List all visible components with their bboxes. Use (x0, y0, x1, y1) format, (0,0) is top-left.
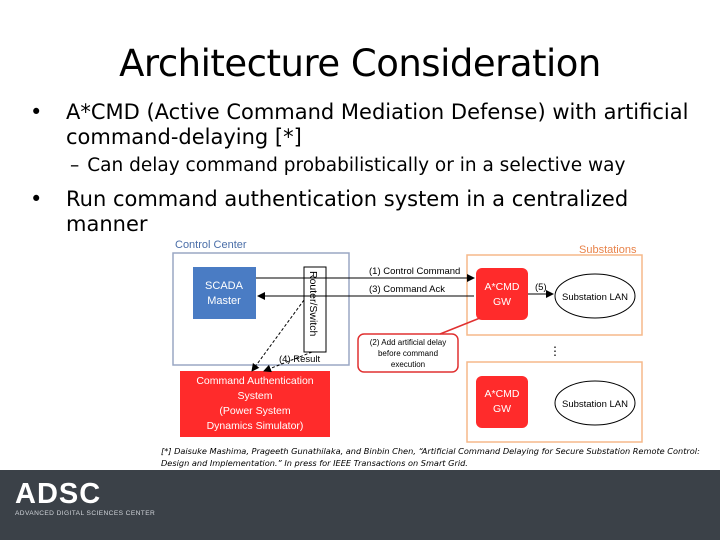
msg4-label: (4) Result (279, 354, 321, 365)
bullet-marker: • (30, 100, 43, 124)
acmd-gw-box-2 (476, 376, 528, 428)
msg1-label: (1) Control Command (369, 266, 461, 277)
bullet-1-text: A*CMD (Active Command Mediation Defense) with artificial command-delaying [*] (66, 100, 689, 149)
auth-label-3: (Power System (219, 405, 291, 417)
callout-line-3: execution (390, 360, 426, 369)
bullet-2-text: Run command authentication system in a centralized manner (66, 187, 629, 236)
sub-bullet-marker: – (70, 155, 80, 176)
lan2-label: Substation LAN (561, 399, 629, 410)
control-center-label: Control Center (175, 239, 247, 251)
gw1-label-1: A*CMD (484, 281, 520, 293)
adsc-logo: ADSC (15, 478, 102, 510)
bullet-marker: • (30, 187, 43, 211)
scada-master-box (193, 267, 256, 319)
callout-line-2: before command (377, 349, 439, 358)
scada-label-1: SCADA (205, 280, 243, 292)
auth-label-1: Command Authentication (196, 375, 314, 387)
gw1-label-2: GW (492, 296, 512, 308)
auth-label-4: Dynamics Simulator) (206, 420, 304, 432)
citation-line-2: Design and Implementation.” In press for IEEE Transactions on Smart Grid. (161, 458, 468, 468)
msg3-label: (3) Command Ack (369, 284, 446, 295)
slide-title: Architecture Consideration (119, 42, 601, 85)
msg5-label: (5) (535, 282, 547, 293)
router-switch-label: Router/Switch (307, 271, 319, 337)
citation-line-1: [*] Daisuke Mashima, Prageeth Gunathilaka, and Binbin Chen, “Artificial Command Delaying for Secure Substation Remote Control: (161, 446, 700, 456)
gw2-label-2: GW (492, 403, 512, 415)
callout-line-1: (2) Add artificial delay (369, 338, 447, 347)
footer-bar (0, 470, 720, 540)
ellipsis: ⋮ (549, 344, 561, 358)
gw2-label-1: A*CMD (484, 388, 520, 400)
adsc-logo-subtitle: ADVANCED DIGITAL SCIENCES CENTER (15, 510, 156, 517)
auth-label-2: System (237, 390, 273, 402)
scada-label-2: Master (207, 295, 241, 307)
substations-label: Substations (579, 244, 637, 256)
sub-bullet-text: Can delay command probabilistically or in a selective way (87, 155, 626, 176)
citation (161, 445, 711, 469)
acmd-gw-box-1 (476, 268, 528, 320)
lan1-label: Substation LAN (561, 292, 629, 303)
